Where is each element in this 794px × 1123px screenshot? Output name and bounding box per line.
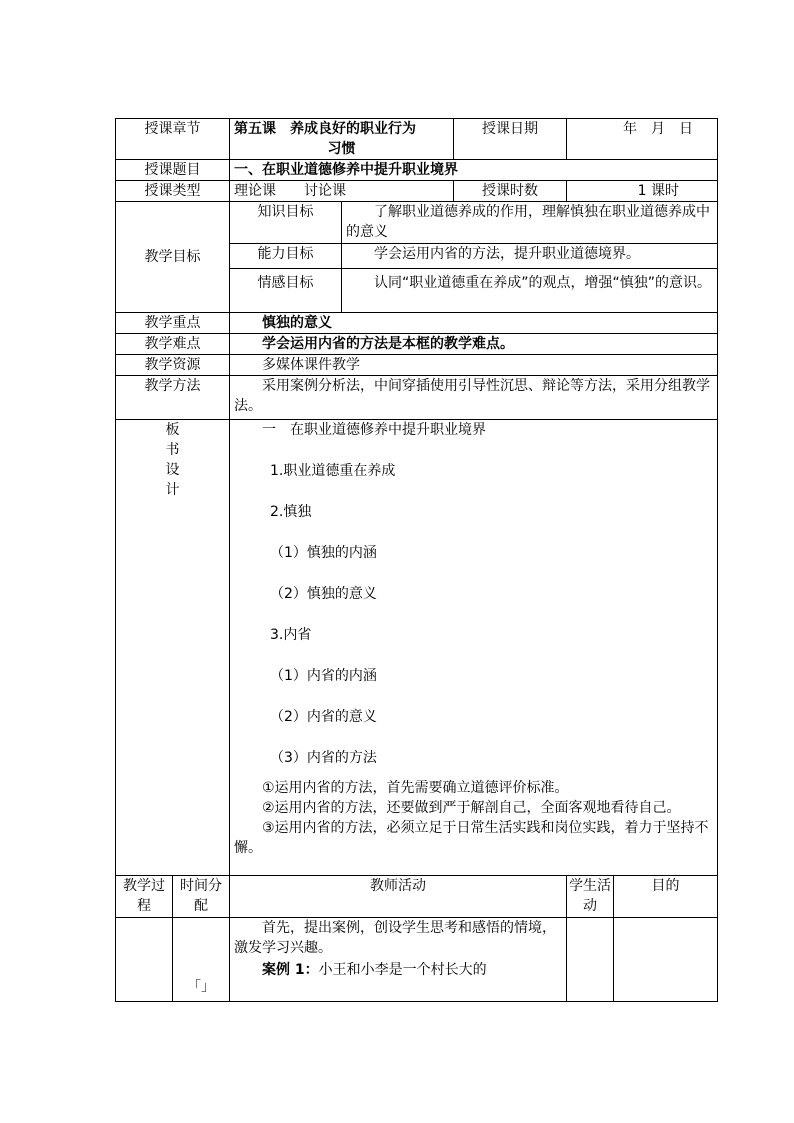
process-row <box>116 918 718 1002</box>
type-label: 授课类型 <box>116 181 230 202</box>
chapter-label: 授课章节 <box>116 119 230 160</box>
topic-value: 一、在职业道德修养中提升职业境界 <box>230 160 718 181</box>
case-paragraph <box>234 960 562 980</box>
board-item: 1.职业道德重在养成 <box>270 463 396 479</box>
case-text: 小王和小李是一个村长大的 <box>318 962 487 978</box>
chapter-value-line1: 第五课 养成良好的职业行为 <box>234 121 416 137</box>
board-note: ③运用内省的方法，必须立足于日常生活实践和岗位实践，着力于坚持不懈。 <box>234 820 709 856</box>
key-point-label: 教学重点 <box>116 313 230 334</box>
board-item: （3）内省的方法 <box>270 750 377 766</box>
resources-value: 多媒体课件教学 <box>230 355 718 376</box>
date-value: 年 月 日 <box>567 119 718 160</box>
student-activity-cell <box>567 918 614 1002</box>
knowledge-label: 知识目标 <box>230 202 342 244</box>
chapter-value-line2: 习惯 <box>327 141 356 157</box>
lesson-plan-table <box>115 118 718 1002</box>
resources-label: 教学资源 <box>116 355 230 376</box>
methods-value: 采用案例分析法，中间穿插使用引导性沉思、辩论等方法，采用分组教学法。 <box>230 376 718 420</box>
key-point-value: 慎独的意义 <box>230 313 718 334</box>
board-item: 2.慎独 <box>270 504 312 520</box>
teacher-intro: 首先，提出案例，创设学生思考和感悟的情境，激发学习兴趣。 <box>234 920 556 956</box>
board-note: ①运用内省的方法，首先需要确立道德评价标准。 <box>262 780 569 796</box>
difficulty-value: 学会运用内省的方法是本框的教学难点。 <box>230 334 718 355</box>
chapter-value <box>230 119 454 160</box>
process-cell <box>116 918 173 1002</box>
board-item: （1）慎独的内涵 <box>270 545 377 561</box>
knowledge-value: 了解职业道德养成的作用，理解慎独在职业道德养成中的意义 <box>342 202 718 244</box>
board-note: ②运用内省的方法，还要做到严于解剖自己，全面客观地看待自己。 <box>262 800 681 816</box>
ability-label: 能力目标 <box>230 244 342 269</box>
methods-label: 教学方法 <box>116 376 230 420</box>
hours-label: 授课时数 <box>454 181 567 202</box>
board-item: （2）慎独的意义 <box>270 586 377 602</box>
board-label-char: 计 <box>165 482 180 498</box>
teacher-activity-cell <box>230 918 567 1002</box>
board-label-char: 设 <box>165 462 180 478</box>
topic-label: 授课题目 <box>116 160 230 181</box>
purpose-header: 目的 <box>614 876 718 918</box>
board-item: 3.内省 <box>270 627 312 643</box>
board-design-label <box>116 420 230 876</box>
chapter-row <box>116 119 718 160</box>
board-item: （2）内省的意义 <box>270 709 377 725</box>
time-header: 时间分配 <box>173 876 230 918</box>
date-label: 授课日期 <box>454 119 567 160</box>
difficulty-label: 教学难点 <box>116 334 230 355</box>
resources-row <box>116 355 718 376</box>
teacher-activity-header: 教师活动 <box>230 876 567 918</box>
key-point-row <box>116 313 718 334</box>
type-value: 理论课 讨论课 <box>230 181 454 202</box>
board-design-content <box>230 420 718 876</box>
board-design-row <box>116 420 718 876</box>
student-activity-header: 学生活动 <box>567 876 614 918</box>
objective-knowledge-row <box>116 202 718 244</box>
board-title: 一 在职业道德修养中提升职业境界 <box>262 422 486 438</box>
emotion-label: 情感目标 <box>230 269 342 313</box>
ability-value: 学会运用内省的方法，提升职业道德境界。 <box>342 244 718 269</box>
emotion-value: 认同“职业道德重在养成”的观点，增强“慎独”的意识。 <box>342 269 718 313</box>
topic-row <box>116 160 718 181</box>
process-header: 教学过程 <box>116 876 173 918</box>
case-label: 案例 1： <box>262 962 319 978</box>
difficulty-row <box>116 334 718 355</box>
board-label-char: 书 <box>165 442 180 458</box>
hours-value: 1 课时 <box>567 181 718 202</box>
methods-row <box>116 376 718 420</box>
type-row <box>116 181 718 202</box>
purpose-cell <box>614 918 718 1002</box>
objectives-label: 教学目标 <box>116 202 230 313</box>
board-label-char: 板 <box>165 422 180 438</box>
board-item: （1）内省的内涵 <box>270 668 377 684</box>
process-header-row <box>116 876 718 918</box>
time-cell: 「」 <box>173 918 230 1002</box>
